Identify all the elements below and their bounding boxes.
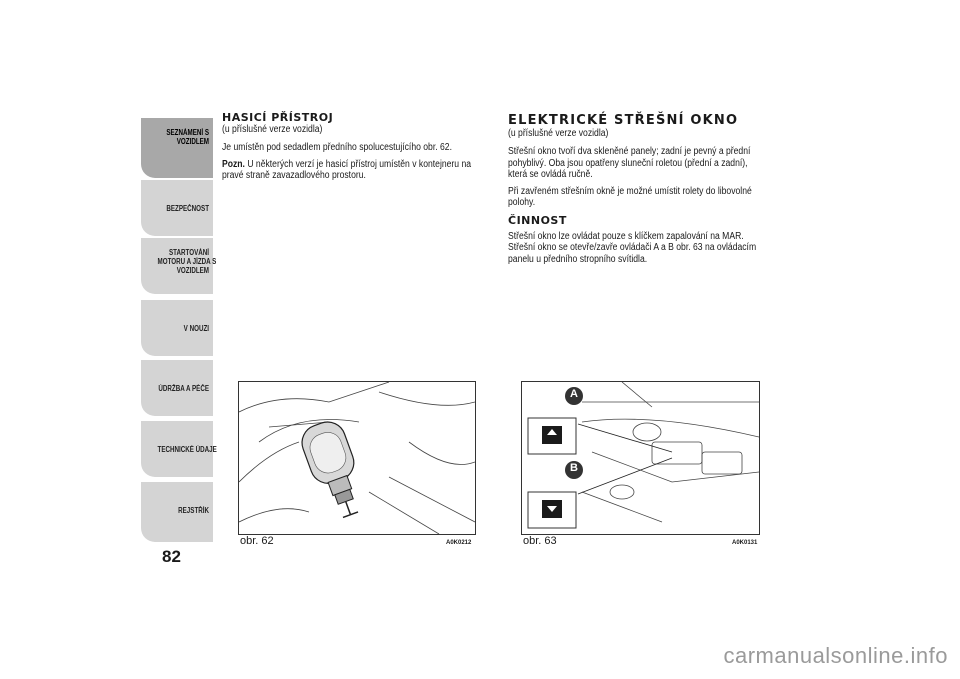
note-label: Pozn. xyxy=(222,158,245,170)
tab-seznameni[interactable] xyxy=(141,118,213,178)
figure-sunroof-controls xyxy=(521,381,760,535)
paragraph: Je umístěn pod sedadlem předního spolucestujícího obr. 62. xyxy=(222,142,452,153)
tab-label: VOZIDLEM xyxy=(176,266,209,275)
figure-caption-62: obr. 62 xyxy=(240,535,274,547)
tab-label: REJSTŘÍK xyxy=(178,506,209,515)
tab-rejstrik[interactable] xyxy=(141,482,213,542)
page-number: 82 xyxy=(162,547,181,566)
section-heading-operation: ČINNOST xyxy=(508,213,567,227)
figure-code-62: A0K0212 xyxy=(446,540,472,546)
extinguisher-illustration xyxy=(239,382,475,534)
version-note: (u příslušné verze vozidla) xyxy=(222,124,323,135)
figure-extinguisher xyxy=(238,381,476,535)
tab-label: STARTOVÁNÍ xyxy=(169,248,209,257)
tab-label: BEZPEČNOST xyxy=(166,204,209,213)
paragraph: Střešní okno lze ovládat pouze s klíčkem zapalování na MAR. Střešní okno se otevře/zavře ovládači A a B obr. 63 na ovládacím panelu u předního stropního svítidla. xyxy=(508,230,757,265)
version-note: (u příslušné verze vozidla) xyxy=(508,128,609,139)
tab-label: MOTORU A JÍZDA S xyxy=(157,257,217,266)
tab-startovani[interactable] xyxy=(141,238,217,294)
label-b: B xyxy=(570,462,578,474)
note-text: U některých verzí je hasicí přístroj umístěn v kontejneru na pravé straně zavazadlového prostoru. xyxy=(222,158,472,181)
left-column xyxy=(222,112,492,187)
paragraph: Střešní okno tvoří dva skleněné panely; zadní je pevný a přední pohyblivý. Oba jsou opatřeny sluneční roletou (přední a zadní), která se ovládá ručně. xyxy=(508,146,751,180)
figure-code-63: A0K0131 xyxy=(732,540,758,546)
tab-bezpecnost[interactable] xyxy=(141,180,213,236)
tab-label: VOZIDLEM xyxy=(176,137,209,146)
label-a: A xyxy=(570,388,578,400)
sunroof-controls-illustration xyxy=(522,382,759,534)
watermark: carmanualsonline.info xyxy=(723,643,948,668)
tab-label: SEZNÁMENÍ S xyxy=(166,128,209,137)
tab-label: TECHNICKÉ ÚDAJE xyxy=(157,445,217,454)
tab-udrzba[interactable] xyxy=(141,360,213,416)
paragraph: Při zavřeném střešním okně je možné umístit rolety do libovolné polohy. xyxy=(508,185,752,208)
right-column xyxy=(508,114,798,270)
figure-caption-63: obr. 63 xyxy=(523,535,557,547)
note-paragraph xyxy=(222,159,480,182)
tab-label: V NOUZI xyxy=(183,324,209,333)
tab-technicke-udaje[interactable] xyxy=(141,421,217,477)
tab-v-nouzi[interactable] xyxy=(141,300,213,356)
section-heading-extinguisher: HASICÍ PŘÍSTROJ xyxy=(222,111,334,124)
tab-label: ÚDRŽBA A PÉČE xyxy=(158,384,209,393)
chapter-sidebar xyxy=(141,118,217,542)
section-heading-sunroof: ELEKTRICKÉ STŘEŠNÍ OKNO xyxy=(508,113,739,128)
